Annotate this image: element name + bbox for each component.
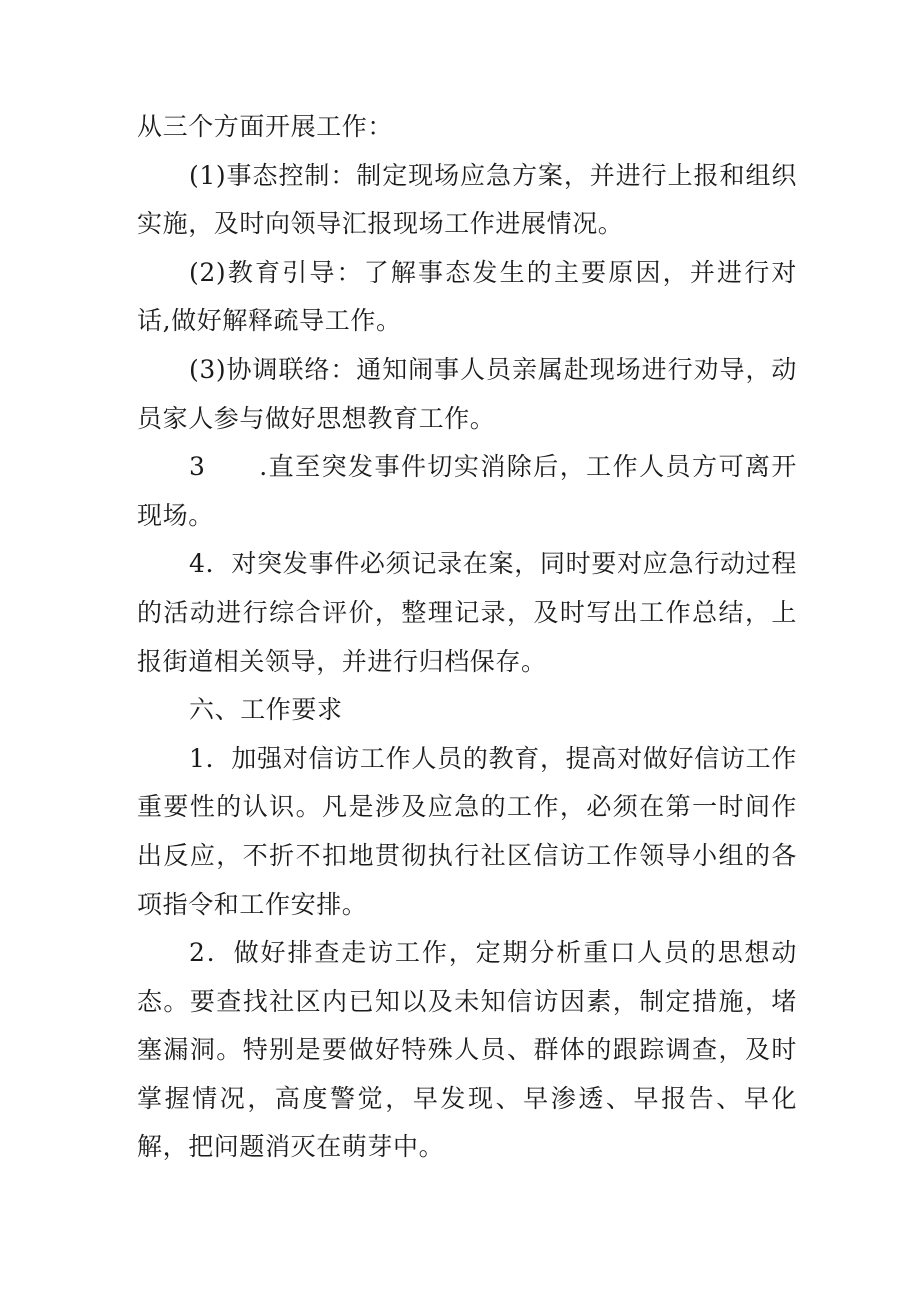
- section-heading-work-requirements: 六、工作要求: [189, 695, 343, 725]
- paragraph-coordination: (3)协调联络：通知闹事人员亲属赴现场进行劝导，动员家人参与做好思想教育工作。: [137, 354, 797, 433]
- paragraph-requirement-2: 2．做好排查走访工作，定期分析重口人员的思想动态。要查找社区内已知以及未知信访因素，制定措施，堵塞漏洞。特别是要做好特殊人员、群体的跟踪调查，及时掌握情况，高度警觉，早发现、早渗透、早报告、早化解，把问题消灭在萌芽中。: [137, 938, 797, 1162]
- paragraph-item-3: 3 .直至突发事件切实消除后，工作人员方可离开现场。: [137, 452, 797, 530]
- paragraph-item-4: 4．对突发事件必须记录在案，同时要对应急行动过程的活动进行综合评价，整理记录，及时写出工作总结，上报街道相关领导，并进行归档保存。: [137, 549, 797, 676]
- paragraph-requirement-1: 1．加强对信访工作人员的教育，提高对做好信访工作重要性的认识。凡是涉及应急的工作，必须在第一时间作出反应，不折不扣地贯彻执行社区信访工作领导小组的各项指令和工作安排。: [137, 743, 797, 919]
- paragraph-situation-control: (1)事态控制：制定现场应急方案，并进行上报和组织实施，及时向领导汇报现场工作进展情况。: [137, 160, 797, 239]
- document-body: [137, 103, 797, 1172]
- paragraph-work-aspects: 从三个方面开展工作：: [137, 112, 394, 141]
- paragraph-education-guidance: (2)教育引导：了解事态发生的主要原因，并进行对话,做好解释疏导工作。: [137, 257, 797, 336]
